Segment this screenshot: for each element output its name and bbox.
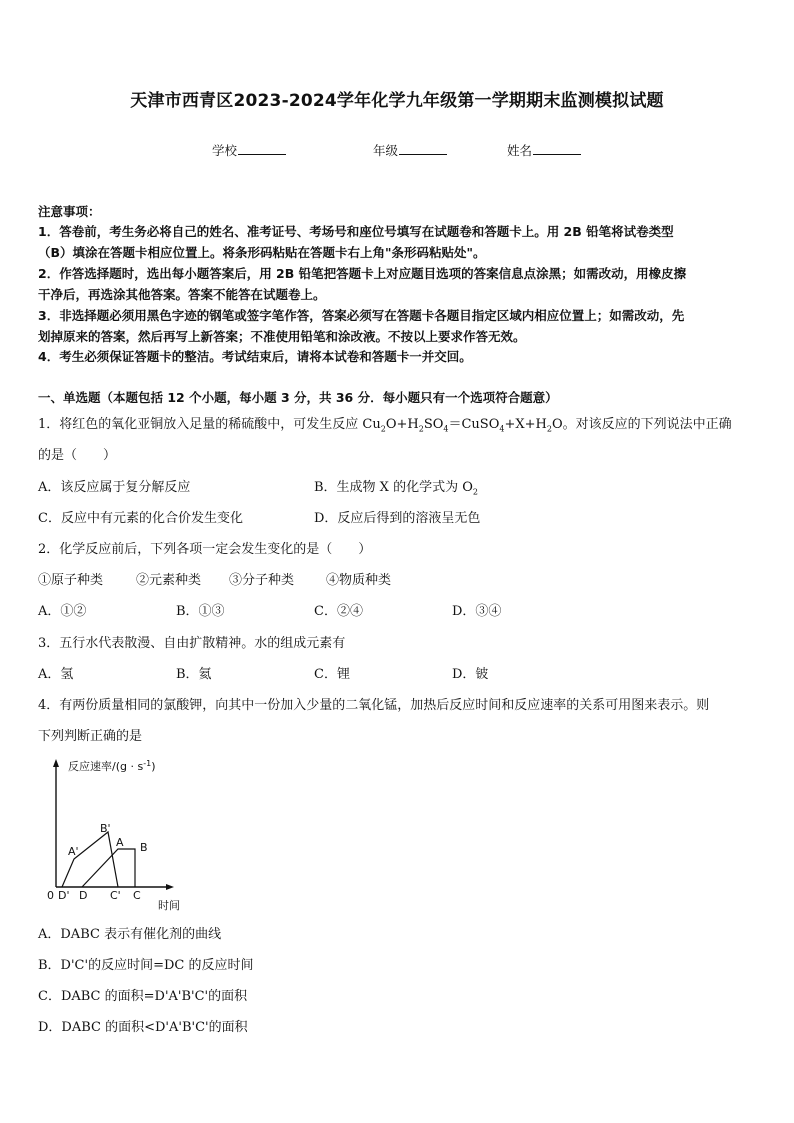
question-1-text: 1．将红色的氧化亚铜放入足量的稀硫酸中，可发生反应 $Cu_2O+H_2SO_4=CuSO_4+X+H_2O$。对该反应的下列说法中正确 [38,417,732,434]
question-4-text: 4．有两份质量相同的氯酸钾，向其中一份加入少量的二氧化锰，加热后反应时间和反应速率的关系可用图来表示。则 [38,698,710,713]
q2-option-d[interactable]: D．③④ [452,604,502,619]
point-label-a: A [116,836,124,849]
school-field[interactable] [212,141,286,159]
question-4-text-cont: 下列判断正确的是 [38,729,143,744]
notice-line: 干净后，再选涂其他答案。答案不能答在试题卷上。 [38,287,326,302]
q1-option-a[interactable]: A．该反应属于复分解反应 [38,480,191,495]
origin-label: 0 [47,889,54,902]
q4-option-d[interactable]: D．DABC 的面积<D'A'B'C'的面积 [38,1020,248,1035]
q2-option-c[interactable]: C．②④ [314,604,363,619]
page-title: 天津市西青区2023-2024学年化学九年级第一学期期末监测模拟试题 [130,91,664,111]
point-label-c-prime: C' [110,889,121,902]
point-label-c: C [133,889,141,902]
notice-line: 1．答卷前，考生务必将自己的姓名、准考证号、考场号和座位号填写在试题卷和答题卡上。用 2B 铅笔将试卷类型 [38,224,674,239]
question-1-text-cont: 的是（ ） [38,448,117,463]
point-label-b-prime: B' [100,822,111,835]
q1-option-d[interactable]: D．反应后得到的溶液呈无色 [314,511,481,526]
q1-option-c[interactable]: C．反应中有元素的化合价发生变化 [38,511,243,526]
school-label: 学校 [212,143,238,158]
notice-line: 划掉原来的答案，然后再写上新答案；不准使用铅笔和涂改液。不按以上要求作答无效。 [38,329,526,344]
point-label-a-prime: A' [68,845,79,858]
name-field[interactable] [507,141,581,159]
q2-item: ②元素种类 [136,573,202,588]
q2-item: ①原子种类 [38,573,104,588]
q2-option-a[interactable]: A．①② [38,604,87,619]
q3-option-b[interactable]: B．氦 [176,667,212,682]
notice-line: （B）填涂在答题卡相应位置上。将条形码粘贴在答题卡右上角"条形码粘贴处"。 [38,245,486,260]
grade-field[interactable] [373,141,447,159]
notice-line: 4．考生必须保证答题卡的整洁。考试结束后，请将本试卷和答题卡一并交回。 [38,349,472,364]
point-label-d: D [79,889,88,902]
q2-item: ④物质种类 [326,573,392,588]
q3-option-a[interactable]: A．氢 [38,667,74,682]
section-heading: 一、单选题（本题包括 12 个小题，每小题 3 分，共 36 分．每小题只有一个选项符合题意） [38,390,558,405]
point-label-b: B [140,841,148,854]
reaction-rate-graph [40,757,200,917]
q2-option-b[interactable]: B．①③ [176,604,225,619]
notice-heading: 注意事项： [38,204,101,219]
point-label-d-prime: D' [58,889,70,902]
question-2-text: 2．化学反应前后，下列各项一定会发生变化的是（ ） [38,542,372,557]
notice-line: 2．作答选择题时，选出每小题答案后，用 2B 铅笔把答题卡上对应题目选项的答案信息点涂黑；如需改动，用橡皮擦 [38,266,687,281]
q1-option-b[interactable]: B．生成物 X 的化学式为 $O_2$ [314,480,478,497]
x-axis-label: 时间 [158,899,180,912]
series-line-uncatalyzed [82,849,135,887]
notice-line: 3．非选择题必须用黑色字迹的钢笔或签字笔作答，答案必须写在答题卡各题目指定区域内相应位置上；如需改动，先 [38,308,685,323]
q3-option-c[interactable]: C．锂 [314,667,350,682]
q2-item: ③分子种类 [229,573,295,588]
student-info-row [0,141,794,161]
q4-option-c[interactable]: C．DABC 的面积=D'A'B'C'的面积 [38,989,248,1004]
y-axis-label: 反应速率$/(g \cdot s^{-1})$ [68,759,156,773]
name-label: 姓名 [507,143,533,158]
q4-option-b[interactable]: B．D'C'的反应时间=DC 的反应时间 [38,958,254,973]
y-axis-arrow-icon [53,759,59,767]
q3-option-d[interactable]: D．铍 [452,667,489,682]
question-3-text: 3．五行水代表散漫、自由扩散精神。水的组成元素有 [38,636,346,651]
grade-label: 年级 [373,143,399,158]
x-axis-arrow-icon [166,884,174,890]
q4-option-a[interactable]: A．DABC 表示有催化剂的曲线 [38,927,222,942]
